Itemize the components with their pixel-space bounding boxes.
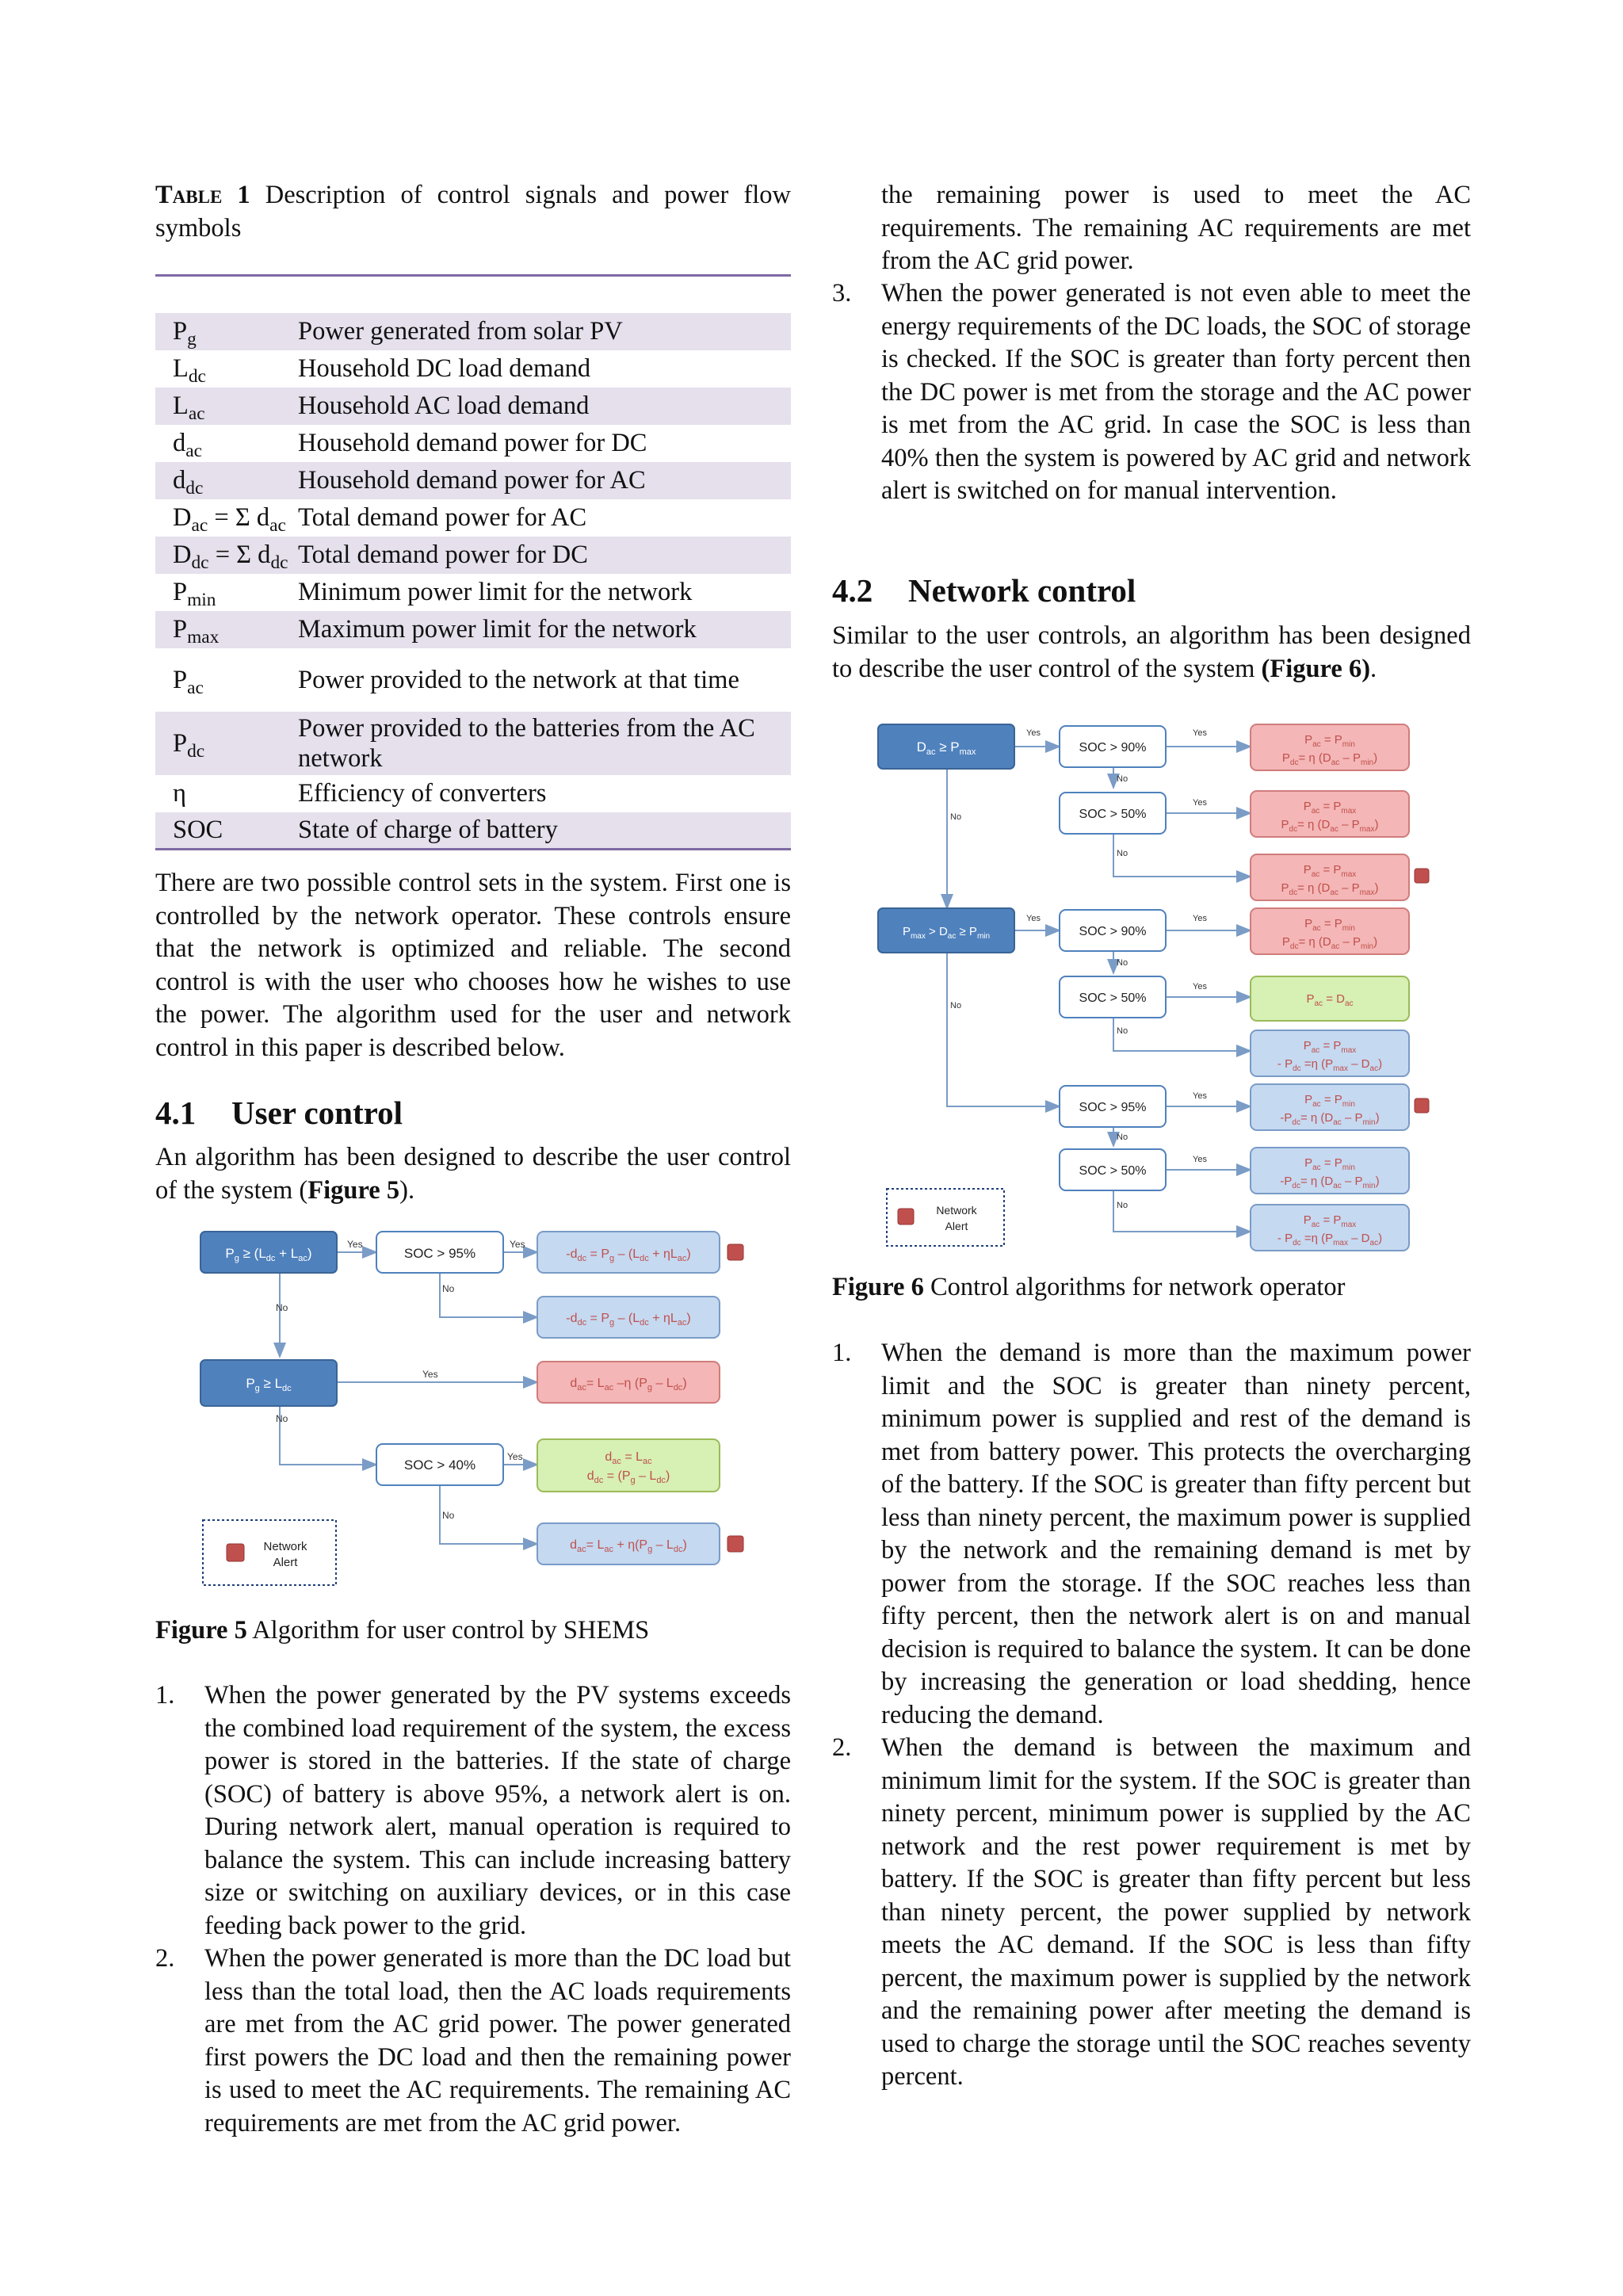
description-cell: State of charge of battery [290,812,791,850]
result-label: $P_{ac} = P_{max}$ [1303,1039,1357,1055]
result-label: $P_{ac} = P_{max}$ [1303,800,1357,816]
para-text: An algorithm has been designed to describe the user control of the system ( [155,1143,791,1205]
symbol-cell: $P_{ac}$ [173,665,204,698]
result-label: $d_{ac} = L_{ac}$ [605,1450,652,1466]
yes-label: Yes [507,1451,523,1462]
alert-icon [727,1244,743,1260]
list-item [832,277,1471,508]
figure6-label: Figure 6 [832,1273,924,1301]
list-number: 2. [832,1733,852,1762]
list-number: 1. [155,1681,175,1710]
result-box [537,1439,720,1492]
description-cell: Power provided to the batteries from the AC network [290,712,791,775]
description-cell: Minimum power limit for the network [298,578,693,606]
figure6-caption [832,1271,1471,1305]
figure-ref: Figure 5 [307,1175,400,1205]
figure5-caption-text: Algorithm for user control by SHEMS [252,1616,650,1645]
description-cell: Total demand power for AC [298,503,587,532]
description-cell: Maximum power limit for the network [290,611,791,648]
no-label: No [442,1510,455,1521]
soc-label: SOC > 50% [1079,991,1147,1005]
no-label: No [1117,1133,1128,1142]
result-label: $P_{dc}= \eta$ $(D_{ac} - P_{min})$ [1281,935,1378,951]
intro-paragraph: There are two possible control sets in the system. First one is controlled by the network operator. These controls ensure that the network is optimized and reliable. The second control is with the user who chooses how he wishes to use the power. The algorithm used for the user and network control in this paper is described below. [155,869,791,1062]
condition-label: $D_{ac} \ge P_{max}$ [916,739,976,757]
section-4-1-paragraph [155,1141,791,1207]
no-label: No [1117,1201,1128,1210]
no-label: No [276,1302,288,1313]
condition-box [200,1232,337,1273]
list-text: When the power generated by the PV systems exceeds the combined load requirement of the system, the excess power is stored in the batteries. If the state of charge (SOC) of battery is above 95%, a network alert is on. During network alert, manual operation is required to balance the system. This can include increasing battery size or switching on auxiliary devices, or in this case feeding back power to the grid. [204,1681,791,1940]
section-number: 4.1 [155,1095,197,1131]
result-label: $P_{dc}= \eta$ $(D_{ac} - P_{min})$ [1281,751,1378,767]
section-number: 4.2 [832,572,873,609]
list-text: When the demand is between the maximum and minimum limit for the system. If the SOC is greater than ninety percent, minimum power is supplied by the AC network and the rest power requirement is met by battery. If the SOC is greater than fifty percent but less than ninety percent, the power supplied by network meets the AC demand. If the SOC is less than fifty percent, the maximum power is supplied by the network and the remaining power after meeting the demand is used to charge the storage until the SOC reaches seventy percent. [881,1733,1471,2091]
symbol-cell: $d_{ac}$ [173,429,203,462]
list-text: When the power generated is more than the DC load but less than the total load, then the AC loads requirements are met from the AC grid power. The power generated first powers the DC load and then the remaining power is used to meet the AC requirements. The remaining AC requirements are met from the AC grid power. [204,1944,791,2137]
result-label: - $P_{dc} =\eta$ $(P_{max} - D_{ac})$ [1277,1057,1383,1073]
result-label: $P_{ac} = P_{min}$ [1304,1156,1355,1172]
section-title: Network control [908,572,1136,609]
table1-label: Table 1 [155,181,250,209]
para-text: Similar to the user controls, an algorithm has been designed to describe the user control of the system [832,621,1471,683]
continued-paragraph: the remaining power is used to meet the AC requirements. The remaining AC requirements are met from the AC grid power. [881,181,1471,275]
result-label: $P_{ac} = P_{min}$ [1304,1093,1355,1109]
symbol-cell: $d_{dc}$ [155,462,290,499]
yes-label: Yes [347,1239,363,1250]
no-label: No [1117,774,1128,784]
symbol-cell: $P_g$ [155,313,290,350]
yes-label: Yes [1193,798,1207,808]
table-row [155,462,791,499]
result-label: $-P_{dc}= \eta$ $(D_{ac} - P_{min})$ [1280,1175,1380,1190]
table-row [155,775,791,812]
alert-icon [727,1536,743,1552]
table-row [155,425,791,462]
symbol-cell: $L_{dc}$ [173,354,206,388]
result-label: $P_{ac} = P_{min}$ [1304,917,1355,933]
yes-label: Yes [422,1369,438,1380]
figure5-caption [155,1614,791,1648]
alert-icon [1415,1098,1429,1113]
section-4-2-paragraph [832,620,1471,686]
table-row [155,537,791,574]
condition-label: $P_{max} > D_{ac} \ge P_{min}$ [902,925,991,941]
list-item [155,1679,791,1943]
symbol-cell: $P_{dc}$ [155,712,290,775]
figure5-label: Figure 5 [155,1616,247,1645]
condition-label: $P_g \ge L_{dc}$ [246,1376,292,1393]
description-cell: Household demand power for DC [298,429,647,457]
result-label: $-d_{dc} = P_g - (L_{dc} + \eta L_{ac})$ [566,1312,691,1328]
list-number: 3. [832,279,852,308]
list-item [155,1943,791,2140]
soc-label: SOC > 95% [1079,1101,1147,1114]
para-end: ). [399,1175,415,1205]
result-label: $P_{ac} = P_{max}$ [1303,1213,1357,1229]
list-text: When the power generated is not even able to meet the energy requirements of the DC loads, the SOC of storage is checked. If the SOC is greater than forty percent then the DC power is met from the storage and the AC power is met from the AC grid. In case the SOC is less than 40% then the system is powered by AC grid and network alert is switched on for manual intervention. [881,279,1471,505]
condition-label: $P_g \ge (L_{dc} + L_{ac})$ [225,1246,312,1263]
table-row [155,388,791,425]
section-4-2-heading [832,572,1136,609]
symbol-cell: $D_{dc} = \Sigma$ $d_{dc}$ [155,537,290,574]
result-label: $P_{ac} = P_{max}$ [1303,863,1357,879]
symbol-cell: $P_{min}$ [173,578,216,611]
symbol-table [155,274,791,850]
table-row [155,611,791,648]
list-text: When the demand is more than the maximum power limit and the SOC is greater than ninety percent, minimum power is supplied and rest of the demand is met from battery power. This protects the overcharging of the battery. If the SOC is greater than fifty percent but less than ninety percent, the maximum power is supplied by the network and the remaining demand is met by power from the storage. If the SOC reaches less than fifty percent, then the network alert is on and manual decision is required to balance the system. It can be done by increasing the generation or load shedding, hence reducing the demand. [881,1339,1471,1729]
table1-caption-text: Description of control signals and power flow symbols [155,181,792,243]
soc-label: SOC > 95% [403,1246,476,1261]
soc-label: SOC > 50% [1079,1164,1147,1178]
soc-label: SOC > 40% [403,1457,476,1473]
result-label: - $P_{dc} =\eta$ $(P_{max} - D_{ac})$ [1277,1232,1383,1247]
result-label: $P_{ac} = D_{ac}$ [1306,992,1354,1008]
alert-icon [1415,869,1429,883]
description-cell: Power generated from solar PV [290,313,791,350]
table1-caption [155,179,791,245]
symbol-cell: SOC [155,812,290,850]
table-row [155,648,791,712]
network-control-list [832,1337,1471,2094]
alert-icon [227,1544,244,1561]
legend-label: Alert [945,1220,968,1232]
description-cell: Household demand power for AC [290,462,791,499]
yes-label: Yes [1193,914,1207,923]
result-label: $d_{dc} = (P_g - L_{dc})$ [586,1469,670,1485]
figure-ref: (Figure 6) [1261,654,1371,683]
para-end: . [1370,654,1377,683]
result-label: $-d_{dc} = P_g - (L_{dc} + \eta L_{ac})$ [566,1247,691,1263]
section-4-1-heading [155,1095,403,1131]
yes-label: Yes [1193,1155,1207,1164]
result-label: $P_{ac} = P_{min}$ [1304,733,1355,749]
section-title: User control [231,1095,403,1131]
list-item [832,1337,1471,1732]
legend-label: Network [263,1540,307,1553]
symbol-cell: $L_{ac}$ [155,388,290,425]
user-control-list-cont [832,277,1471,508]
result-label: $-P_{dc}= \eta$ $(D_{ac} - P_{min})$ [1280,1111,1380,1127]
legend-label: Network [936,1204,977,1217]
result-label: $P_{dc}= \eta$ $(D_{ac} - P_{max})$ [1281,881,1379,897]
yes-label: Yes [1026,914,1041,923]
list-item [832,1732,1471,2094]
result-label: $d_{ac}= L_{ac}$ –η $(P_g - L_{dc})$ [570,1377,687,1392]
table-row [155,812,791,850]
soc-label: SOC > 50% [1079,808,1147,821]
no-label: No [1117,958,1128,968]
legend-label: Alert [273,1556,298,1569]
symbol-cell: $P_{max}$ [155,611,290,648]
soc-label: SOC > 90% [1079,741,1147,755]
yes-label: Yes [1193,1091,1207,1101]
no-label: No [1117,849,1128,858]
figure6-caption-text: Control algorithms for network operator [930,1273,1346,1301]
no-label: No [950,812,962,822]
result-label: $P_{dc}= \eta$ $(D_{ac} - P_{max})$ [1281,818,1379,834]
figure5-flowchart [198,1227,745,1591]
list-number: 2. [155,1944,175,1973]
user-control-list [155,1679,791,2140]
no-label: No [442,1283,455,1294]
symbol-cell: $D_{ac} = \Sigma$ $d_{ac}$ [173,503,286,537]
yes-label: Yes [1026,728,1041,738]
yes-label: Yes [1193,728,1207,738]
description-cell: Household AC load demand [290,388,791,425]
symbol-cell: η [173,779,186,808]
figure6-flowchart [876,718,1430,1257]
soc-label: SOC > 90% [1079,925,1147,938]
no-label: No [950,1001,962,1010]
yes-label: Yes [1193,982,1207,991]
table-row [155,574,791,611]
description-cell: Power provided to the network at that time [298,665,739,694]
table-row [155,499,791,537]
no-label: No [1117,1026,1128,1036]
no-label: No [276,1413,288,1424]
description-cell: Household DC load demand [298,354,591,383]
table-row [155,350,791,388]
description-cell: Efficiency of converters [298,779,547,808]
yes-label: Yes [510,1239,525,1250]
table-row [155,712,791,775]
description-cell: Total demand power for DC [290,537,791,574]
alert-icon [898,1209,914,1224]
table-row [155,313,791,350]
result-label: $d_{ac}= L_{ac} + \eta(P_g - L_{dc})$ [570,1538,687,1554]
list-number: 1. [832,1339,852,1367]
